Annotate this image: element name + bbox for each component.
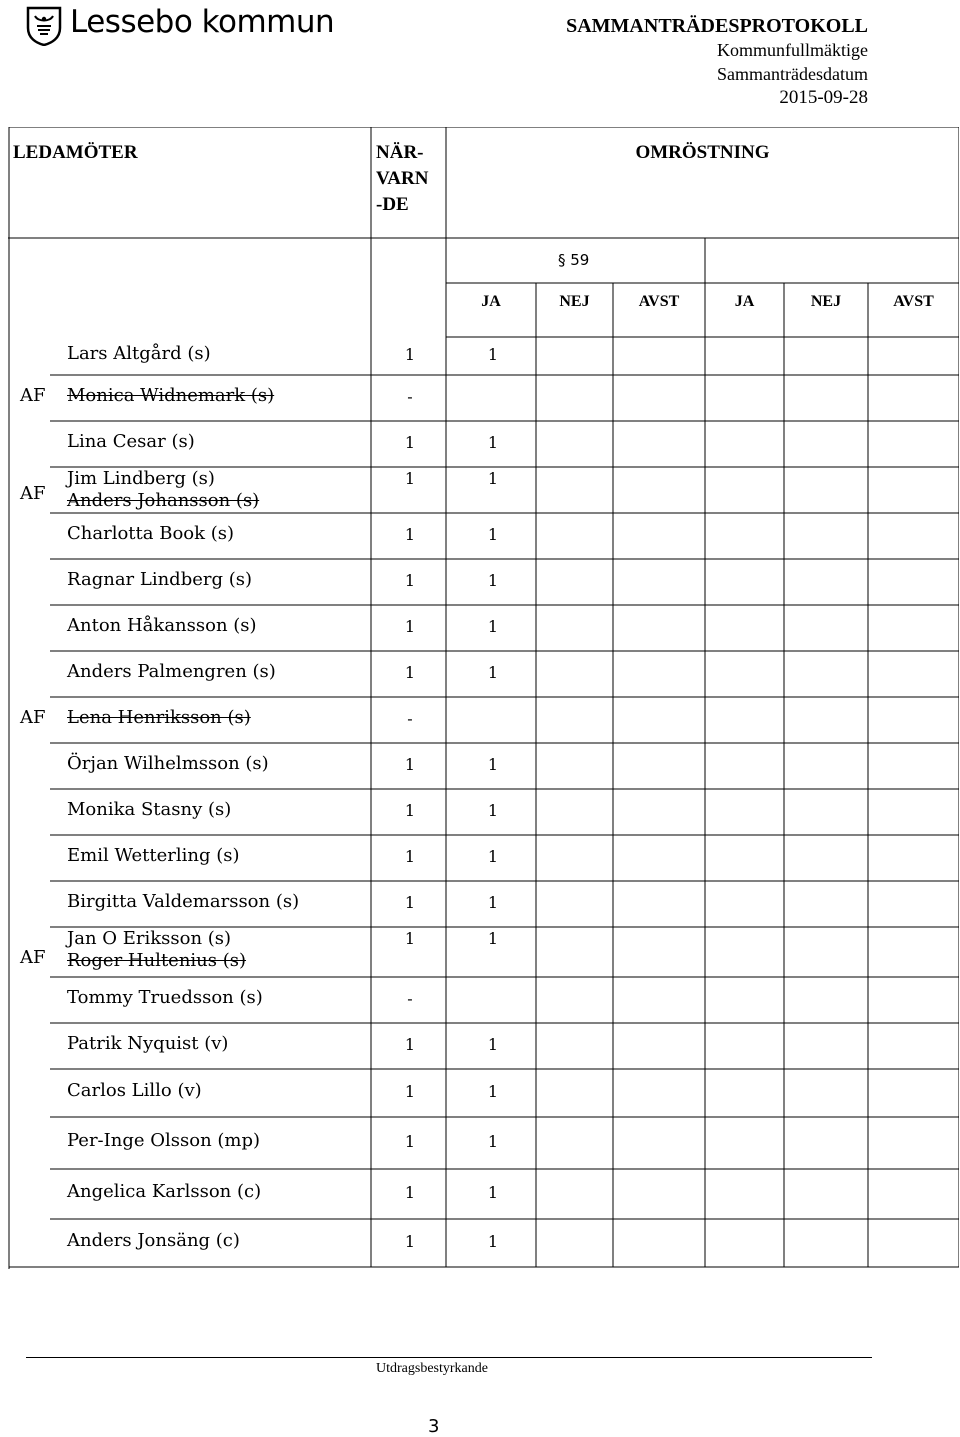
present-value: 1 (404, 1232, 416, 1251)
present-value: 1 (404, 929, 416, 948)
member-name: Jim Lindberg (s) (67, 468, 215, 489)
table-row (8, 337, 959, 375)
voting-table (8, 127, 959, 1269)
member-name: Anders Jonsäng (c) (67, 1230, 240, 1251)
footer-signature-line (26, 1357, 872, 1358)
absence-marker: AF (20, 707, 46, 728)
vote-col-header-ja: JA (481, 293, 501, 310)
table-row (8, 1117, 959, 1169)
col-header-present-line: NÄR- (376, 142, 424, 163)
vote-ja-value: 1 (487, 755, 499, 774)
table-row (8, 789, 959, 835)
col-header-present (376, 140, 428, 218)
member-name: Per-Inge Olsson (mp) (67, 1130, 261, 1151)
present-value: 1 (404, 433, 416, 452)
absence-marker: AF (20, 947, 46, 968)
footer-label: Utdragsbestyrkande (376, 1361, 488, 1376)
table-row (8, 1219, 959, 1267)
vote-ja-value: 1 (487, 433, 499, 452)
table-row (8, 513, 959, 559)
body-name: Kommunfullmäktige (717, 40, 868, 60)
vote-ja-value: 1 (487, 469, 499, 488)
table-row (8, 421, 959, 467)
meeting-date: 2015-09-28 (779, 87, 868, 108)
vote-col-header-nej: NEJ (559, 293, 590, 310)
col-header-present-line: VARN (376, 168, 429, 189)
present-value: 1 (404, 571, 416, 590)
member-name: Anton Håkansson (s) (67, 615, 257, 636)
vote-ja-value: 1 (487, 571, 499, 590)
col-header-present-line: -DE (376, 194, 409, 215)
document-type: SAMMANTRÄDESPROTOKOLL (566, 15, 868, 37)
member-name: Charlotta Book (s) (67, 523, 235, 544)
member-name-replaced: Monica Widnemark (s) (67, 385, 275, 406)
vote-col-header-nej: NEJ (810, 293, 842, 310)
col-header-members: LEDAMÖTER (13, 142, 138, 163)
present-value: - (407, 387, 413, 406)
table-row (8, 1069, 959, 1117)
document-header (566, 14, 868, 110)
vote-ja-value: 1 (487, 1082, 499, 1101)
member-name-replaced: Lena Henriksson (s) (67, 707, 251, 728)
municipality-name: Lessebo kommun (70, 4, 335, 40)
vote-ja-value: 1 (487, 345, 499, 364)
vote-ja-value: 1 (487, 663, 499, 682)
vote-ja-value: 1 (487, 617, 499, 636)
member-name: Anders Palmengren (s) (67, 661, 276, 682)
vote-col-header-avst: AVST (638, 293, 680, 310)
present-value: 1 (404, 755, 416, 774)
vote-col-header-avst: AVST (893, 293, 934, 310)
present-value: 1 (404, 469, 416, 488)
table-row (8, 835, 959, 881)
present-value: 1 (404, 345, 416, 364)
municipality-crest-icon (26, 6, 62, 46)
present-value: 1 (404, 617, 416, 636)
member-name-replaced: Roger Hultenius (s) (67, 950, 247, 971)
present-value: - (407, 709, 413, 728)
member-name: Angelica Karlsson (c) (67, 1181, 262, 1202)
table-row (8, 375, 959, 421)
present-value: - (407, 989, 413, 1008)
table-row (8, 927, 959, 977)
table-row (8, 651, 959, 697)
member-name: Örjan Wilhelmsson (s) (67, 753, 269, 774)
vote-ja-value: 1 (487, 893, 499, 912)
page-number: 3 (428, 1416, 440, 1437)
table-row (8, 605, 959, 651)
table-row (8, 697, 959, 743)
member-name-replaced: Anders Johansson (s) (67, 490, 260, 511)
table-row (8, 743, 959, 789)
present-value: 1 (404, 525, 416, 544)
present-value: 1 (404, 847, 416, 866)
member-name: Tommy Truedsson (s) (67, 987, 263, 1008)
present-value: 1 (404, 663, 416, 682)
table-row (8, 1023, 959, 1069)
member-name: Birgitta Valdemarsson (s) (67, 891, 300, 912)
member-name: Patrik Nyquist (v) (67, 1033, 229, 1054)
member-name: Monika Stasny (s) (67, 799, 232, 820)
present-value: 1 (404, 1082, 416, 1101)
col-header-vote: OMRÖSTNING (635, 142, 770, 163)
vote-ja-value: 1 (487, 1183, 499, 1202)
vote-ja-value: 1 (487, 525, 499, 544)
member-name: Ragnar Lindberg (s) (67, 569, 253, 590)
vote-ja-value: 1 (487, 1132, 499, 1151)
member-name: Lars Altgård (s) (67, 343, 211, 364)
present-value: 1 (404, 1183, 416, 1202)
table-row (8, 1169, 959, 1219)
present-value: 1 (404, 893, 416, 912)
present-value: 1 (404, 1132, 416, 1151)
table-row (8, 559, 959, 605)
absence-marker: AF (20, 385, 46, 406)
date-label: Sammanträdesdatum (717, 64, 868, 84)
vote-ja-value: 1 (487, 801, 499, 820)
member-name: Jan O Eriksson (s) (67, 928, 232, 949)
vote-ja-value: 1 (487, 847, 499, 866)
member-name: Emil Wetterling (s) (67, 845, 240, 866)
vote-ja-value: 1 (487, 1232, 499, 1251)
vote-ja-value: 1 (487, 1035, 499, 1054)
present-value: 1 (404, 801, 416, 820)
vote-ja-value: 1 (487, 929, 499, 948)
vote-col-header-ja: JA (734, 293, 755, 310)
table-row (8, 881, 959, 927)
table-row (8, 977, 959, 1023)
absence-marker: AF (20, 483, 46, 504)
member-name: Carlos Lillo (v) (67, 1080, 202, 1101)
member-name: Lina Cesar (s) (67, 431, 195, 452)
present-value: 1 (404, 1035, 416, 1054)
paragraph-number: § 59 (558, 251, 590, 269)
table-row (8, 467, 959, 513)
